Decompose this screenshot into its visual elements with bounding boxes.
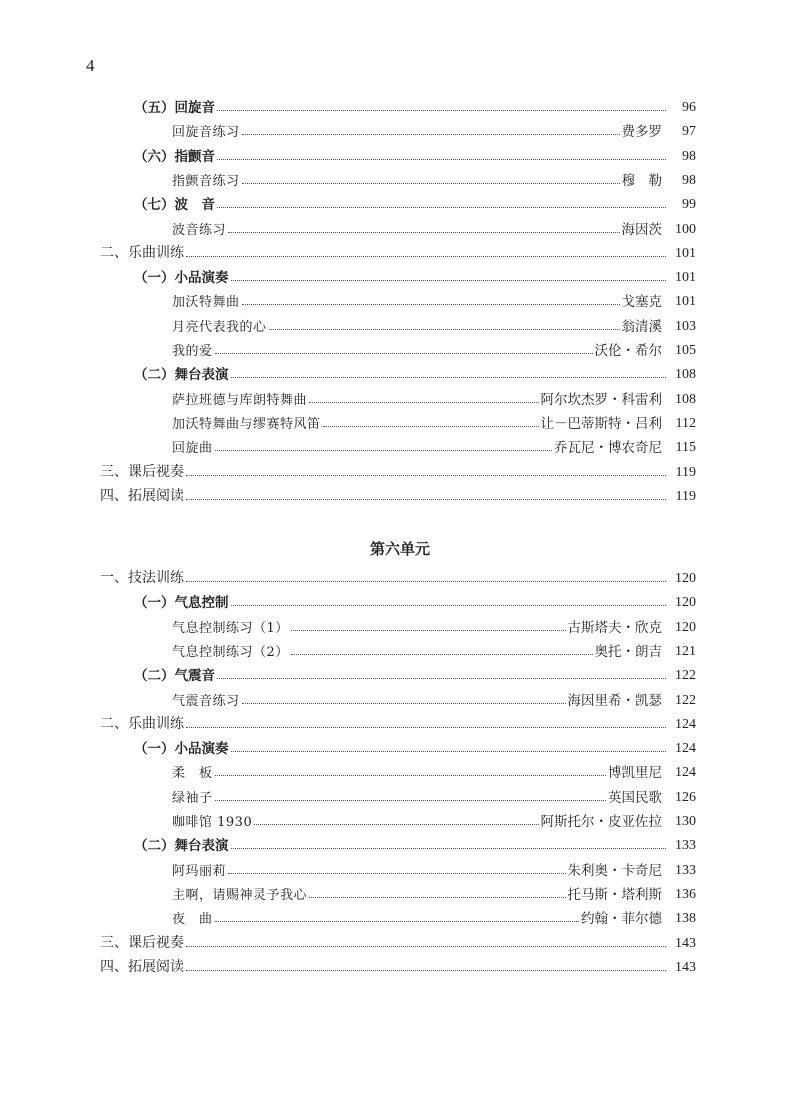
toc-entry-page: 100	[675, 221, 696, 237]
toc-entry-page: 143	[675, 935, 696, 951]
toc-entry-title: 波音练习	[172, 222, 227, 238]
toc-entry-page: 133	[675, 838, 696, 854]
toc-entry-page: 101	[675, 270, 696, 286]
toc-entry	[100, 587, 696, 611]
dot-leader	[242, 304, 620, 305]
toc-entry-page: 143	[675, 959, 696, 975]
toc-entry-page: 103	[675, 318, 696, 334]
toc-entry	[100, 612, 696, 636]
dot-leader	[186, 946, 666, 947]
toc-entry-composer: 让－巴蒂斯特・吕利	[540, 415, 662, 432]
toc-entry-title: （六）指颤音	[134, 148, 215, 165]
toc-entry-title: 四、拓展阅读	[100, 487, 184, 504]
toc-entry-composer: 沃伦・希尔	[594, 343, 662, 359]
toc-entry-title: （一）气息控制	[134, 595, 229, 612]
toc-entry-composer: 约翰・菲尔德	[581, 911, 662, 928]
dot-leader	[217, 159, 666, 160]
toc-entry-page: 98	[682, 172, 696, 188]
toc-entry-composer: 博凯里尼	[608, 765, 662, 782]
toc-entry-title: 阿玛丽莉	[172, 863, 227, 879]
dot-leader	[231, 605, 667, 606]
toc-entry	[100, 660, 696, 684]
toc-entry	[100, 782, 696, 806]
toc-entry	[100, 952, 696, 976]
dot-leader	[186, 727, 666, 728]
dot-leader	[215, 921, 579, 922]
dot-leader	[291, 654, 593, 655]
toc-entry-composer: 穆 勒	[621, 172, 662, 189]
toc-entry-composer: 费多罗	[621, 124, 662, 141]
toc-entry-title: （二）舞台表演	[134, 367, 229, 384]
toc-entry-page: 97	[682, 124, 696, 140]
toc-entry-title: 回旋曲	[172, 441, 213, 457]
toc-entry-composer: 阿斯托尔・皮亚佐拉	[540, 814, 662, 830]
toc-entry-title: 加沃特舞曲	[172, 295, 240, 311]
toc-entry-page: 124	[675, 741, 696, 757]
toc-entry-title: 加沃特舞曲与缪赛特风笛	[172, 416, 321, 432]
dot-leader	[231, 377, 667, 378]
toc-entry-title: 气震音练习	[172, 693, 240, 709]
toc-entry	[100, 311, 696, 335]
dot-leader	[309, 897, 565, 898]
toc-entry-title: 绿袖子	[172, 790, 213, 806]
toc-entry-page: 108	[675, 367, 696, 383]
toc-entry	[100, 359, 696, 383]
toc-entry-title: 月亮代表我的心	[172, 319, 267, 335]
toc-entry	[100, 335, 696, 359]
toc-entry	[100, 92, 696, 116]
toc-entry-page: 136	[675, 886, 696, 902]
dot-leader	[215, 800, 606, 801]
toc-entry-composer: 戈塞克	[621, 294, 662, 311]
dot-leader	[215, 353, 593, 354]
toc-entry-composer: 奥托・朗吉	[594, 643, 662, 660]
toc-entry-title: 三、课后视奏	[100, 463, 184, 480]
toc-entry-title: 一、技法训练	[100, 570, 184, 586]
toc-entry-title: 柔 板	[172, 766, 213, 782]
toc-entry	[100, 563, 696, 587]
toc-entry	[100, 733, 696, 757]
dot-leader	[269, 329, 620, 330]
toc-entry-composer: 托马斯・塔利斯	[567, 886, 662, 903]
dot-leader	[186, 581, 666, 582]
toc-entry-page: 98	[682, 148, 696, 164]
toc-entry-page: 138	[675, 911, 696, 927]
toc-entry-page: 112	[675, 415, 696, 431]
toc-entry-page: 108	[675, 391, 696, 407]
toc-entry-title: 二、乐曲训练	[100, 244, 184, 261]
toc-entry	[100, 709, 696, 733]
toc-entry	[100, 928, 696, 952]
toc-entry	[100, 457, 696, 481]
dot-leader	[242, 183, 620, 184]
toc-entry-composer: 海因茨	[621, 221, 662, 238]
dot-leader	[231, 280, 667, 281]
toc-entry-composer: 阿尔坎杰罗・科雷利	[540, 391, 662, 408]
toc-entry	[100, 408, 696, 432]
toc-entry-page: 119	[675, 464, 696, 480]
toc-entry-page: 120	[675, 595, 696, 611]
toc-entry-title: （一）小品演奏	[134, 270, 229, 287]
toc-entry	[100, 806, 696, 830]
toc-entry	[100, 384, 696, 408]
toc-entry-page: 96	[682, 100, 696, 115]
toc-entry-title: 萨拉班德与库朗特舞曲	[172, 392, 308, 408]
toc-entry-title: （二）气震音	[134, 668, 215, 685]
toc-entry	[100, 165, 696, 189]
toc-entry-page: 124	[675, 716, 696, 732]
dot-leader	[291, 630, 566, 631]
dot-leader	[217, 110, 666, 111]
toc-entry	[100, 903, 696, 927]
dot-leader	[228, 873, 565, 874]
toc-entry-page: 101	[675, 294, 696, 310]
toc-entry-title: 指颤音练习	[172, 173, 240, 189]
toc-entry-title: 回旋音练习	[172, 125, 240, 141]
dot-leader	[231, 751, 667, 752]
toc-entry-page: 120	[675, 619, 696, 635]
toc-entry-page: 105	[675, 343, 696, 358]
toc-entry	[100, 286, 696, 310]
toc-entry-title: 我的爱	[172, 344, 213, 359]
dot-leader	[231, 848, 667, 849]
toc-entry	[100, 757, 696, 781]
toc-entry-page: 126	[675, 789, 696, 805]
toc-entry	[100, 636, 696, 660]
toc-entry-composer: 英国民歌	[608, 789, 662, 806]
toc-entry	[100, 432, 696, 456]
toc-entry-page: 120	[675, 571, 696, 586]
page-number: 4	[86, 56, 95, 75]
toc-entry-page: 101	[675, 245, 696, 261]
toc-entry-title: （一）小品演奏	[134, 741, 229, 758]
toc-entry	[100, 855, 696, 879]
toc-entry-page: 122	[675, 668, 696, 684]
toc-entry-page: 122	[675, 692, 696, 708]
toc-entry-title: 二、乐曲训练	[100, 715, 184, 732]
toc-entry-title: （二）舞台表演	[134, 838, 229, 855]
dot-leader	[217, 678, 666, 679]
dot-leader	[323, 426, 539, 427]
toc-entry-composer: 海因里希・凯瑟	[567, 692, 662, 709]
toc-entry	[100, 481, 696, 505]
toc-entry-title: （七）波 音	[134, 197, 215, 214]
toc-entry-page: 119	[675, 488, 696, 504]
toc-entry-title: 三、课后视奏	[100, 934, 184, 951]
toc-entry-composer: 朱利奥・卡奇尼	[567, 862, 662, 879]
dot-leader	[228, 232, 619, 233]
toc-entry	[100, 214, 696, 238]
toc-entry-title: （五）回旋音	[134, 100, 215, 116]
dot-leader	[186, 256, 666, 257]
toc-entry-title: 咖啡馆 1930	[172, 815, 253, 830]
toc-entry	[100, 830, 696, 854]
toc-entry	[100, 238, 696, 262]
toc-entry-title: 夜 曲	[172, 912, 213, 928]
dot-leader	[254, 824, 538, 825]
toc-entry-page: 99	[682, 197, 696, 213]
toc-entry-title: 气息控制练习（1）	[172, 620, 289, 636]
toc-entry	[100, 116, 696, 140]
toc-entry	[100, 189, 696, 213]
toc-entry	[100, 262, 696, 286]
toc-entry-composer: 古斯塔夫・欣克	[567, 619, 662, 636]
toc-entry	[100, 685, 696, 709]
toc-entry-composer: 乔瓦尼・博农奇尼	[554, 440, 662, 457]
dot-leader	[242, 703, 566, 704]
toc-entry	[100, 141, 696, 165]
toc-entry-title: 气息控制练习（2）	[172, 644, 289, 660]
unit-title: 第六单元	[369, 540, 430, 558]
dot-leader	[217, 207, 666, 208]
toc-entry-page: 130	[675, 814, 696, 829]
toc-entry-page: 133	[675, 862, 696, 878]
toc-entry-page: 121	[675, 643, 696, 659]
dot-leader	[186, 475, 666, 476]
toc-entry-composer: 翁清溪	[621, 318, 662, 335]
dot-leader	[309, 402, 538, 403]
dot-leader	[215, 450, 552, 451]
toc-entry-page: 115	[675, 440, 696, 456]
toc-entry-page: 124	[675, 765, 696, 781]
toc-entry-title: 四、拓展阅读	[100, 958, 184, 975]
dot-leader	[186, 499, 666, 500]
toc-entry-title: 主啊，请赐神灵予我心	[172, 887, 308, 903]
toc-entry	[100, 879, 696, 903]
dot-leader	[242, 134, 620, 135]
dot-leader	[215, 775, 606, 776]
dot-leader	[186, 970, 666, 971]
